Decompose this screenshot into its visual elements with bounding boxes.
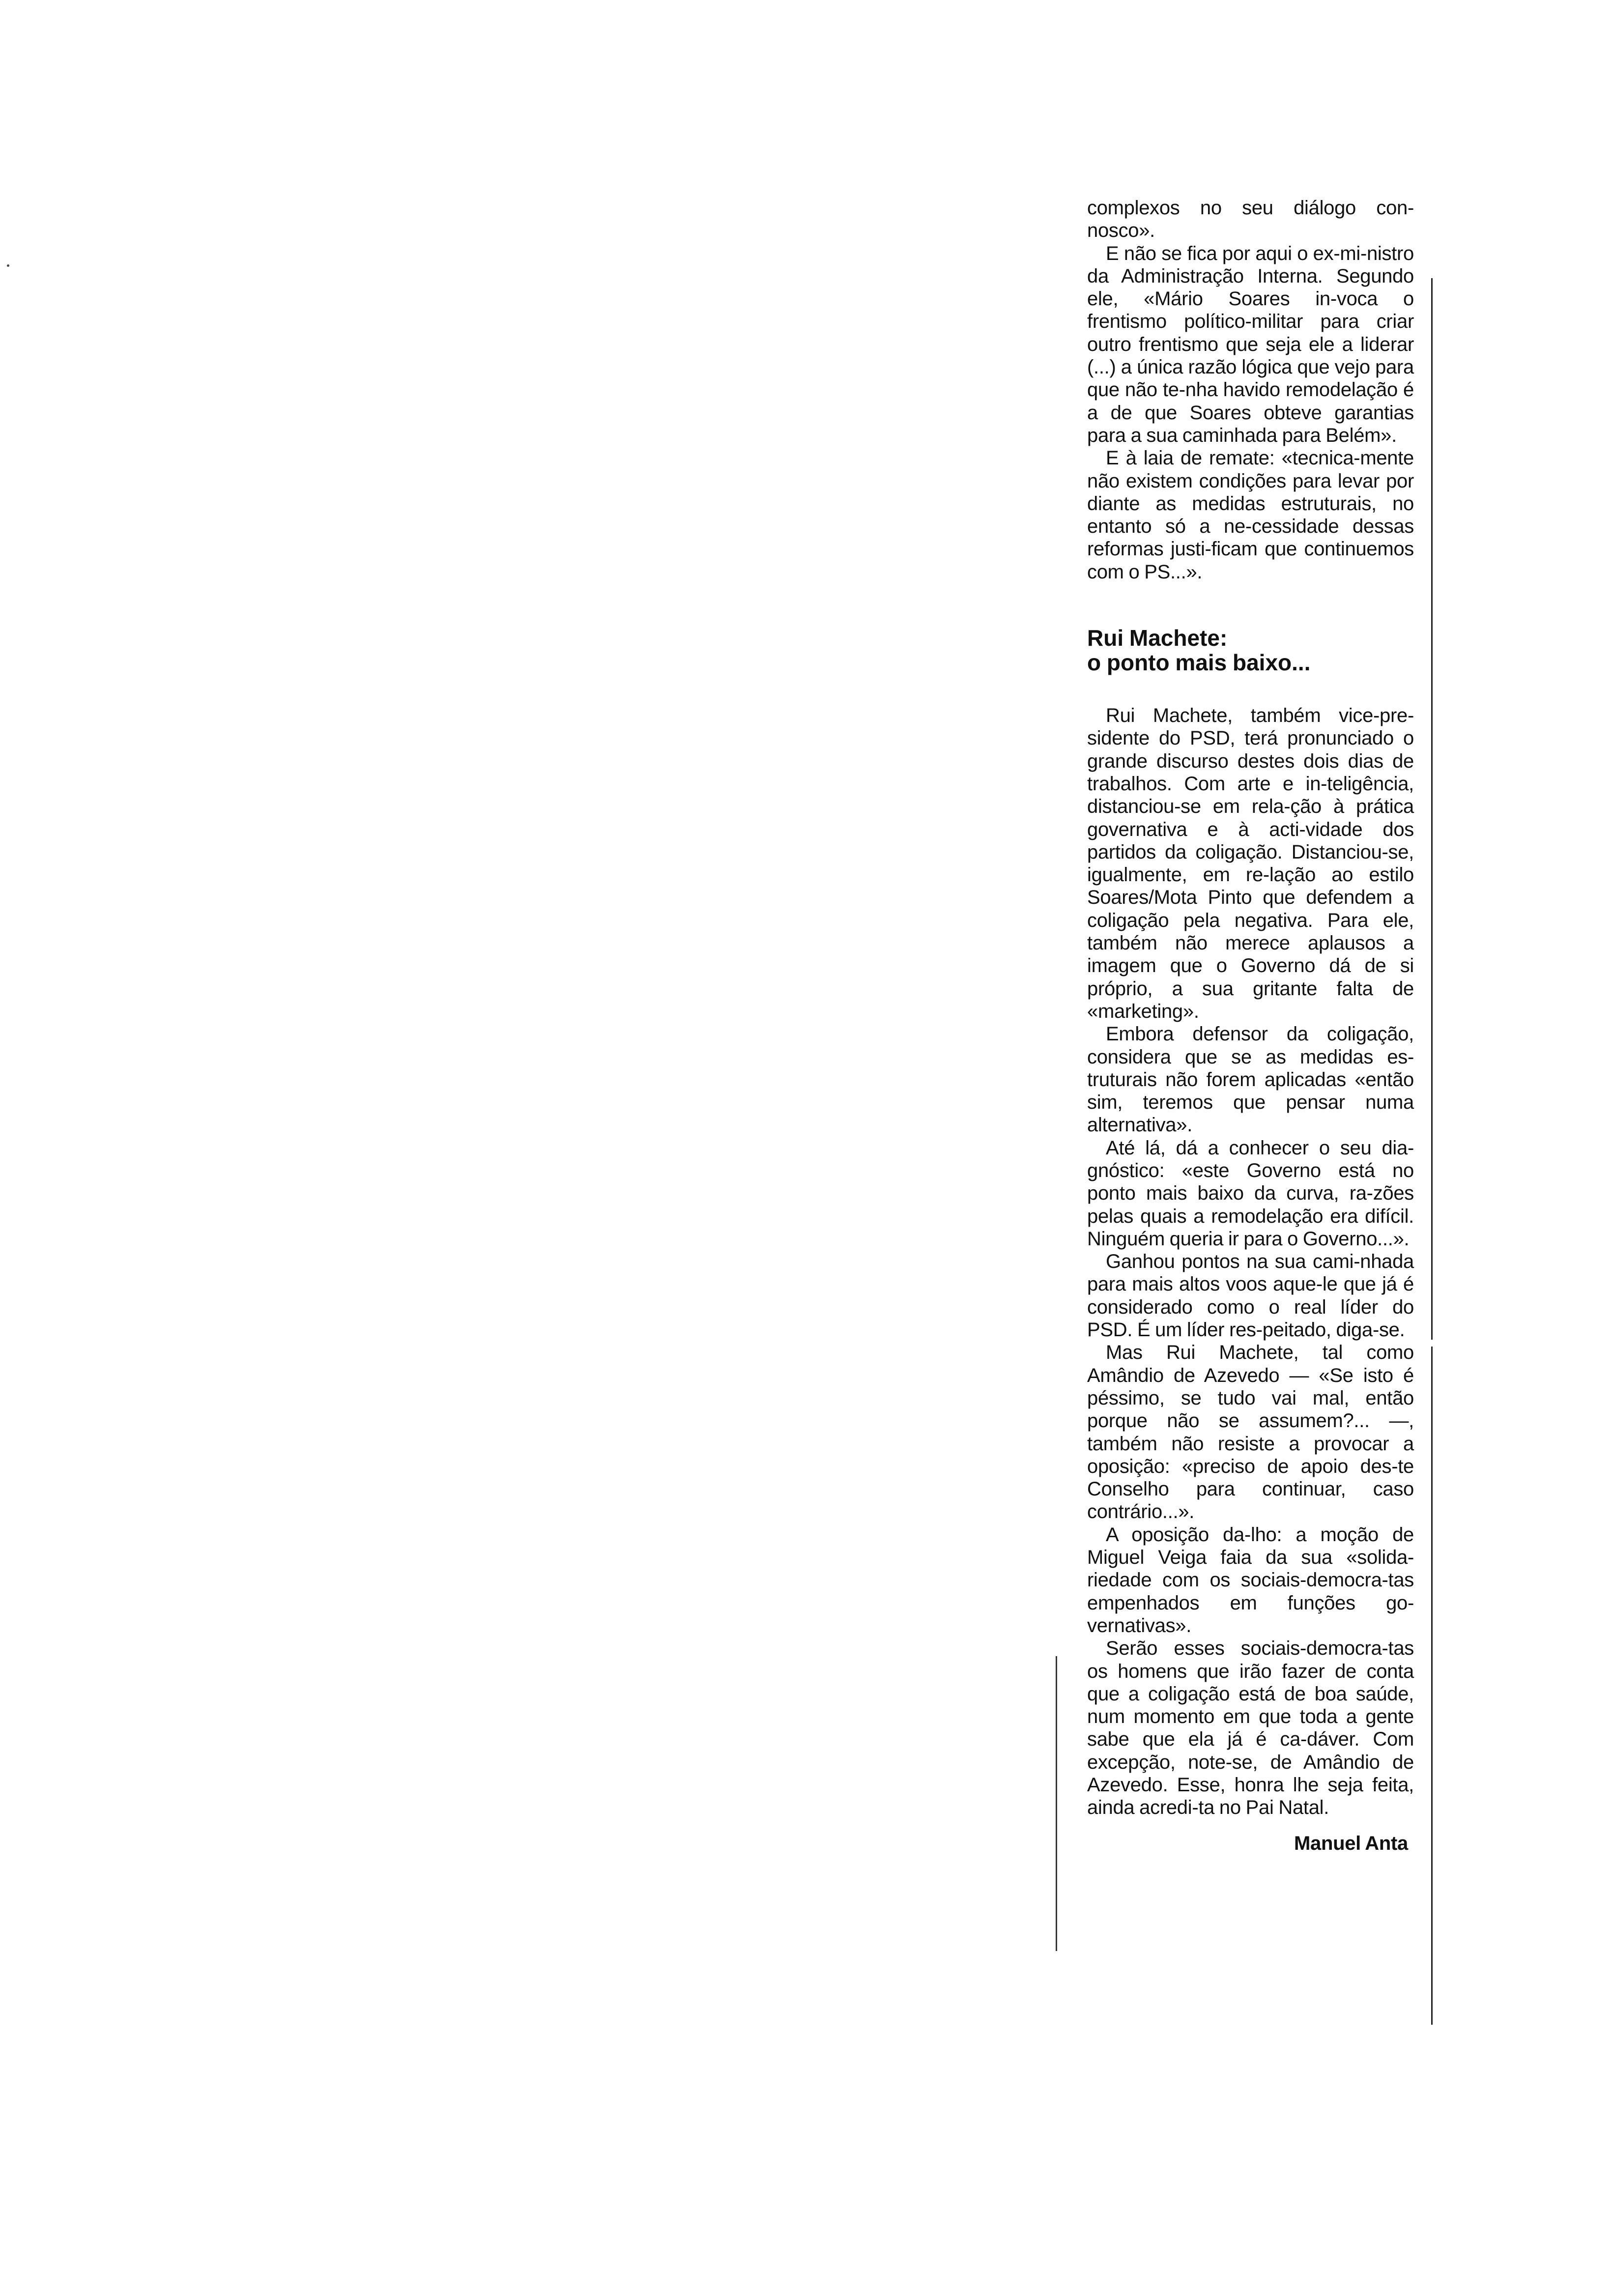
- article-paragraph: Embora defensor da coligação, considera que se as medidas es-truturais não forem aplicadas «então sim, teremos que pensar numa alternativa».: [1087, 1023, 1414, 1136]
- article-paragraph: E não se fica por aqui o ex-mi-nistro da Administração Interna. Segundo ele, «Mário Soares in-voca o frentismo político-militar para criar outro frentismo que seja ele a liderar (...) a única razão lógica que vejo para que não te-nha havido remodelação é a de que Soares obteve garantias para a sua caminhada para Belém».: [1087, 242, 1414, 446]
- column-rule-lower: [1431, 1347, 1433, 2025]
- article-paragraph: Serão esses sociais-democra-tas os homens que irão fazer de conta que a coligação está de boa saúde, num momento em que toda a gente sabe que ela já é ca-dáver. Com excepção, note-se, de Amândio de Azevedo. Esse, honra lhe seja feita, ainda acredi-ta no Pai Natal.: [1087, 1637, 1414, 1819]
- left-margin-rule: [1056, 1656, 1057, 1951]
- article-paragraph: Até lá, dá a conhecer o seu dia-gnóstico: «este Governo está no ponto mais baixo da curva, ra-zões pelas quais a remodelação era difícil. Ninguém queria ir para o Governo...».: [1087, 1137, 1414, 1250]
- print-speck: [7, 264, 9, 267]
- section-subheading: [1087, 626, 1414, 675]
- article-paragraph: Rui Machete, também vice-pre-sidente do PSD, terá pronunciado o grande discurso destes dois dias de trabalhos. Com arte e in-teligência, distanciou-se em rela-ção à prática governativa e à acti-vidade dos partidos da coligação. Distanciou-se, igualmente, em re-lação ao estilo Soares/Mota Pinto que defendem a coligação pela negativa. Para ele, também não merece aplausos a imagem que o Governo dá de si próprio, a sua gritante falta de «marketing».: [1087, 705, 1414, 1022]
- article-paragraph: A oposição da-lho: a moção de Miguel Veiga faia da sua «solida-riedade com os sociais-democra-tas empenhados em funções go-vernativas».: [1087, 1523, 1414, 1636]
- article-paragraph: Mas Rui Machete, tal como Amândio de Azevedo — «Se isto é péssimo, se tudo vai mal, então porque não se assumem?... —, também não resiste a provocar a oposição: «preciso de apoio des-te Conselho para continuar, caso contrário...».: [1087, 1342, 1414, 1523]
- article-paragraph: E à laia de remate: «tecnica-mente não existem condições para levar por diante as medidas estruturais, no entanto só a ne-cessidade dessas reformas justi-ficam que continuemos com o PS...».: [1087, 447, 1414, 583]
- column-rule-upper: [1431, 278, 1433, 1340]
- article-paragraph: Ganhou pontos na sua cami-nhada para mais altos voos aque-le que já é considerado como o real líder do PSD. É um líder res-peitado, diga-se.: [1087, 1251, 1414, 1341]
- article-paragraph: complexos no seu diálogo con-nosco».: [1087, 197, 1414, 242]
- subheading-line: Rui Machete:: [1087, 625, 1228, 651]
- author-byline: Manuel Anta: [1294, 1832, 1408, 1854]
- subheading-line: o ponto mais baixo...: [1087, 650, 1311, 676]
- article-column: [1087, 197, 1414, 1855]
